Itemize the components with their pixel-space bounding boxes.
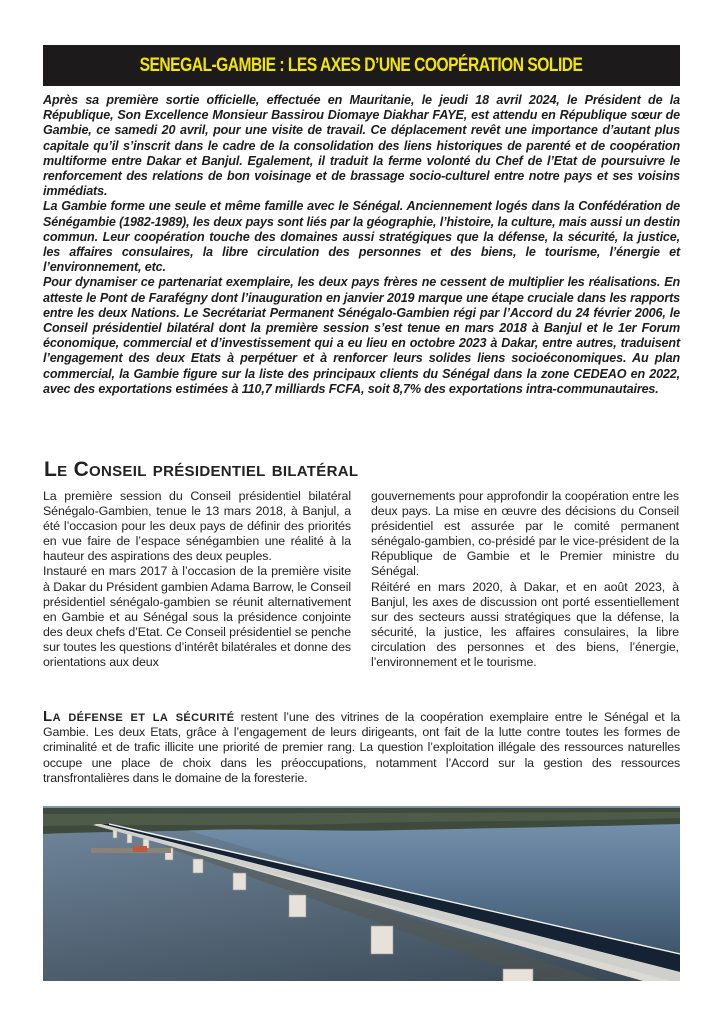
bridge-illustration-icon [43, 806, 680, 981]
right-column [371, 489, 679, 670]
intro-paragraph: Pour dynamiser ce partenariat exemplaire, les deux pays frères ne cessent de multiplier les réalisations. En atteste le Pont de Farafégny dont l’inauguration en janvier 2019 marque une étape cruciale dans les rapports entre les deux Nations. Le Secrétariat Permanent Sénégalo-Gambien régi par l’Accord du 24 février 2006, le Conseil présidentiel bilatéral dont la première session s’est tenue en mars 2018 à Banjul et le 1er Forum économique, commercial et d’investissement qui a eu lieu en octobre 2023 à Dakar, entre autres, traduisent l’engagement des deux Etats à perpétuer et à renforcer leurs solides liens socioéconomiques. Au plan commercial, la Gambie figure sur la liste des principaux clients du Sénégal dans la zone CEDEAO en 2022, avec des exportations estimées à 110,7 milliards FCFA, soit 8,7% des exportations intra-communautaires. [43, 275, 680, 396]
defense-body: restent l’une des vitrines de la coopération exemplaire entre le Sénégal et la Gambie. Les deux Etats, grâce à l’engagement de leurs dirigeants, ont fait de la lutte contre toutes les formes de criminalité et de trafic illicite une priorité de premier rang. La question l’exploitation illégale des ressources naturelles occupe une place de choix dans les préoccupations, notamment l’Accord sur la gestion des ressources transfrontalières dans le domaine de la foresterie. [43, 710, 680, 785]
left-column [43, 489, 351, 670]
section-heading-conseil: Le Conseil présidentiel bilatéral [44, 458, 359, 481]
headline-banner [43, 45, 680, 86]
two-column-body [43, 489, 680, 670]
bridge-photo [43, 806, 680, 981]
body-paragraph: Instauré en mars 2017 à l’occasion de la première visite à Dakar du Président gambien Adama Barrow, le Conseil présidentiel sénégalo-gambien se réunit alternativement en Gambie et au Sénégal sous la présidence conjointe des deux chefs d’Etat. Ce Conseil présidentiel se penche sur toutes les questions d’intérêt bilatérales et donne des orientations aux deux [43, 564, 351, 670]
intro-paragraph: La Gambie forme une seule et même famille avec le Sénégal. Anciennement logés dans la Confédération de Sénégambie (1982-1989), les deux pays sont liés par la géographie, l’histoire, la culture, mais aussi un destin commun. Leur coopération touche des domaines aussi stratégiques que la défense, la sécurité, la justice, les affaires consulaires, la libre circulation des personnes et des biens, le tourisme, l’énergie et l’environnement, etc. [43, 199, 680, 275]
defense-lead: La défense et la sécurité [43, 708, 235, 725]
intro-text [43, 93, 680, 397]
body-paragraph: La première session du Conseil présidentiel bilatéral Sénégalo-Gambien, tenue le 13 mars 2018, à Banjul, a été l’occasion pour les deux pays de définir des priorités en vue faire de l’espace sénégambien une réalité à la hauteur des aspirations des deux peuples. [43, 489, 351, 564]
intro-paragraph: Après sa première sortie officielle, effectuée en Mauritanie, le jeudi 18 avril 2024, le Président de la République, Son Excellence Monsieur Bassirou Diomaye Diakhar FAYE, est attendu en République sœur de Gambie, ce samedi 20 avril, pour une visite de travail. Ce déplacement revêt une importance d’autant plus capitale qu’il s’inscrit dans le cadre de la consolidation des liens historiques de parenté et de coopération multiforme entre Dakar et Banjul. Egalement, il traduit la ferme volonté du Chef de l’Etat de poursuivre le renforcement des relations de bon voisinage et de brassage socio-culturel entre notre pays et ses voisins immédiats. [43, 93, 680, 199]
body-paragraph: gouvernements pour approfondir la coopération entre les deux pays. La mise en œuvre des décisions du Conseil présidentiel est assurée par le comité permanent sénégalo-gambien, co-présidé par le vice-président de la République de Gambie et le Premier ministre du Sénégal. [371, 489, 679, 579]
body-paragraph: Réitéré en mars 2020, à Dakar, et en août 2023, à Banjul, les axes de discussion ont porté essentiellement sur des secteurs aussi stratégiques que la défense, la sécurité, la justice, les affaires consulaires, la libre circulation des personnes et des biens, l’énergie, l’environnement et le tourisme. [371, 579, 679, 670]
defense-paragraph [43, 709, 680, 786]
headline-title: SENEGAL-GAMBIE : LES AXES D’UNE COOPÉRATION SOLIDE [140, 54, 583, 76]
